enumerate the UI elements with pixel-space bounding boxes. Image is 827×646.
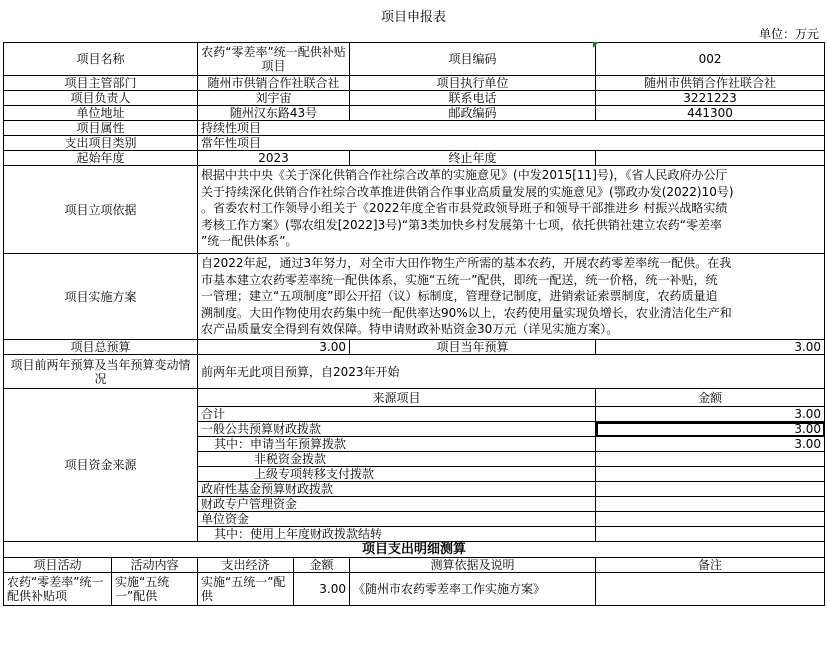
basis-text[interactable]: [198, 166, 825, 254]
funding-row-amount[interactable]: [596, 497, 825, 512]
funding-row-amount[interactable]: 3.00: [596, 407, 825, 422]
detail-note[interactable]: [596, 573, 825, 606]
attribute-label: 项目属性: [4, 121, 198, 136]
basis-line: 。省委农村工作领导小组关于《2022年度全省市县党政领导班子和领导干部推进乡 村振兴战略实绩: [201, 201, 728, 215]
category-value[interactable]: 常年性项目: [198, 136, 825, 151]
detail-header-amount: 金额: [294, 558, 350, 573]
project-application-table: [3, 42, 825, 606]
basis-line: 关于持续深化供销合作社综合改革推进供销合作事业高质量发展的实施意见》(鄂政办发(2022)10号): [201, 184, 734, 199]
funding-source-label: 项目资金来源: [4, 389, 198, 542]
detail-header-content: 活动内容: [112, 558, 198, 573]
funding-row-amount[interactable]: [596, 467, 825, 482]
cell-comment-marker: [593, 42, 599, 48]
total-budget-value[interactable]: 3.00: [198, 340, 350, 355]
leader-value[interactable]: 刘宇宙: [198, 91, 350, 106]
funding-row-name: 财政专户管理资金: [198, 497, 596, 512]
basis-line: 考核工作方案》(鄂农组发[2022]3号)“第3类加快乡村发展第十七项，依托供销社建立农药“零差率: [201, 217, 722, 232]
detail-economy[interactable]: 实施“五统一”配供: [198, 573, 294, 606]
start-year-label: 起始年度: [4, 151, 198, 166]
postcode-value[interactable]: 441300: [596, 106, 825, 121]
address-label: 单位地址: [4, 106, 198, 121]
detail-header-basis: 测算依据及说明: [350, 558, 596, 573]
basis-label: 项目立项依据: [4, 166, 198, 254]
funding-amount-header: 金额: [596, 389, 825, 407]
budget-change-label: 项目前两年预算及当年预算变动情况: [4, 355, 198, 389]
basis-line: 根据中共中央《关于深化供销合作社综合改革的实施意见》(中发2015[11]号)，《省人民政府办公厅: [201, 168, 728, 182]
funding-row-amount[interactable]: 3.00: [596, 422, 825, 437]
funding-row-amount[interactable]: [596, 452, 825, 467]
leader-label: 项目负责人: [4, 91, 198, 106]
detail-amount[interactable]: 3.00: [294, 573, 350, 606]
funding-row-amount[interactable]: 3.00: [596, 437, 825, 452]
funding-row-name: 其中：使用上年度财政拨款结转: [198, 527, 596, 542]
funding-row-name: 非税资金拨款: [198, 452, 596, 467]
start-year-value[interactable]: 2023: [198, 151, 350, 166]
project-name-value[interactable]: 农药“零差率”统一配供补贴项目: [198, 43, 350, 76]
exec-unit-label: 项目执行单位: [350, 76, 596, 91]
department-value[interactable]: 随州市供销合作社联合社: [198, 76, 350, 91]
attribute-value[interactable]: 持续性项目: [198, 121, 825, 136]
funding-row-amount[interactable]: [596, 482, 825, 497]
basis-line: ”统一配供体系”。: [201, 234, 298, 248]
detail-header-activity: 项目活动: [4, 558, 112, 573]
project-code-value[interactable]: 002: [596, 43, 825, 76]
plan-text[interactable]: [198, 254, 825, 340]
detail-section-title: 项目支出明细测算: [4, 542, 825, 558]
plan-line: 一管理；建立“五项制度”即公开招（议）标制度，管理登记制度，进销索证索票制度，农药质量追: [201, 289, 718, 303]
detail-basis[interactable]: 《随州市农药零差率工作实施方案》: [350, 573, 596, 606]
funding-row-name: 上级专项转移支付拨款: [198, 467, 596, 482]
current-budget-value[interactable]: 3.00: [596, 340, 825, 355]
detail-header-note: 备注: [596, 558, 825, 573]
department-label: 项目主管部门: [4, 76, 198, 91]
current-budget-label: 项目当年预算: [350, 340, 596, 355]
phone-value[interactable]: 3221223: [596, 91, 825, 106]
plan-line: 自2022年起，通过3年努力，对全市大田作物生产所需的基本农药，开展农药零差率统一配供。在我: [201, 256, 732, 270]
category-label: 支出项目类别: [4, 136, 198, 151]
project-name-label: 项目名称: [4, 43, 198, 76]
detail-content[interactable]: 实施“五统一”配供: [112, 573, 198, 606]
phone-label: 联系电话: [350, 91, 596, 106]
funding-row-amount[interactable]: [596, 527, 825, 542]
plan-line: 市基本建立农药零差率统一配供体系，实施“五统一”配供，即统一配送，统一价格，统一补贴，统: [201, 272, 718, 287]
detail-header-economy: 支出经济: [198, 558, 294, 573]
funding-row-name: 政府性基金预算财政拨款: [198, 482, 596, 497]
plan-line: 农产品质量安全得到有效保障。特申请财政补贴资金30万元（详见实施方案）。: [201, 322, 619, 336]
funding-row-amount[interactable]: [596, 512, 825, 527]
funding-row-name: 合计: [198, 407, 596, 422]
project-code-label: 项目编码: [350, 43, 596, 76]
unit-label: 单位：万元: [758, 27, 819, 41]
funding-source-header: 来源项目: [198, 389, 596, 407]
total-budget-label: 项目总预算: [4, 340, 198, 355]
form-title: 项目申报表: [380, 10, 446, 25]
end-year-label: 终止年度: [350, 151, 596, 166]
detail-activity[interactable]: 农药“零差率”统一配供补贴项: [4, 573, 112, 606]
plan-label: 项目实施方案: [4, 254, 198, 340]
address-value[interactable]: 随州汉东路43号: [198, 106, 350, 121]
funding-row-name: 单位资金: [198, 512, 596, 527]
postcode-label: 邮政编码: [350, 106, 596, 121]
plan-line: 溯制度。大田作物使用农药集中统一配供率达90%以上，农药使用量实现负增长，农业清洁化生产和: [201, 305, 732, 320]
end-year-value[interactable]: [596, 151, 825, 166]
exec-unit-value[interactable]: 随州市供销合作社联合社: [596, 76, 825, 91]
budget-change-value[interactable]: 前两年无此项目预算，自2023年开始: [198, 355, 825, 389]
funding-row-name: 一般公共预算财政拨款: [198, 422, 596, 437]
funding-row-name: 其中：申请当年预算拨款: [198, 437, 596, 452]
